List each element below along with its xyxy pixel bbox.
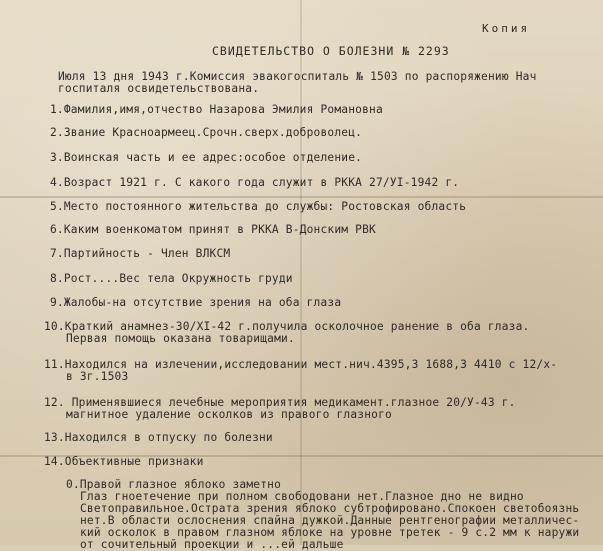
form-item: 5.Место постоянного жительства до службы: Ростовская область bbox=[50, 200, 467, 213]
findings-line: нет.В области ослоснения спайна дужкой.Данные рентгенографии металличес- bbox=[80, 514, 580, 527]
form-item: 10.Краткий анамнез-30/XI-42 г.получила осколочное ранение в оба глаза. bbox=[44, 320, 530, 333]
form-item: 4.Возраст 1921 г. С какого года служит в РККА 27/УI-1942 г. bbox=[50, 176, 460, 189]
form-item: 2.Звание Красноармеец.Срочн.сверх.доброволец. bbox=[50, 126, 363, 139]
findings-line: кий осколок в правом глазном яблоке на уровне третек - 9 с.2 мм к наружи bbox=[80, 526, 580, 539]
form-item: 14.Объективные признаки bbox=[44, 455, 204, 468]
findings-line: Глаз гноетечение при полном свободовани нет.Глазное дно не видно bbox=[80, 490, 524, 503]
form-item: 6.Каким военкоматом принят в РККА В-Донским РВК bbox=[50, 223, 376, 236]
form-item: 1.Фамилия,имя,отчество Назарова Эмилия Романовна bbox=[50, 103, 383, 116]
copy-label: Копия bbox=[482, 22, 531, 35]
intro-line: Июля 13 дня 1943 г.Комиссия эвакогоспиталь № 1503 по распоряжению Нач bbox=[58, 70, 537, 83]
findings-line: 0.Правой глазное яблоко заметно bbox=[66, 478, 281, 491]
findings-line: Светоправильное.Острата зрения яблоко субтрофировано.Спокоен светобоязнь bbox=[80, 502, 580, 515]
form-item: 8.Рост....Вес тела Окружность груди bbox=[50, 272, 293, 285]
form-item-continuation: в 3г.1503 bbox=[66, 370, 129, 383]
form-item: 12. Применявшиеся лечебные мероприятия медикамент.глазное 20/У-43 г. bbox=[44, 396, 516, 409]
document-title: СВИДЕТЕЛЬСТВО О БОЛЕЗНИ № 2293 bbox=[212, 44, 450, 58]
form-item: 11.Находился на излечении,исследовании мест.нич.4395,3 1688,3 4410 с 12/х- bbox=[44, 358, 558, 371]
intro-line: госпиталя освидетельствована. bbox=[58, 82, 260, 95]
form-item: 9.Жалобы-на отсутствие зрения на оба глаза bbox=[50, 296, 342, 309]
form-item-continuation: Первая помощь оказана товарищами. bbox=[66, 332, 295, 345]
form-item: 7.Партийность - Член ВЛКСМ bbox=[50, 247, 231, 260]
form-item: 13.Находился в отпуску по болезни bbox=[44, 431, 273, 444]
form-item-continuation: магнитное удаление осколков из правого глазного bbox=[66, 408, 392, 421]
form-item: 3.Воинская часть и ее адрес:особое отделение. bbox=[50, 151, 363, 164]
findings-line: от сочительный проекции и ...ей дальше bbox=[80, 538, 344, 551]
